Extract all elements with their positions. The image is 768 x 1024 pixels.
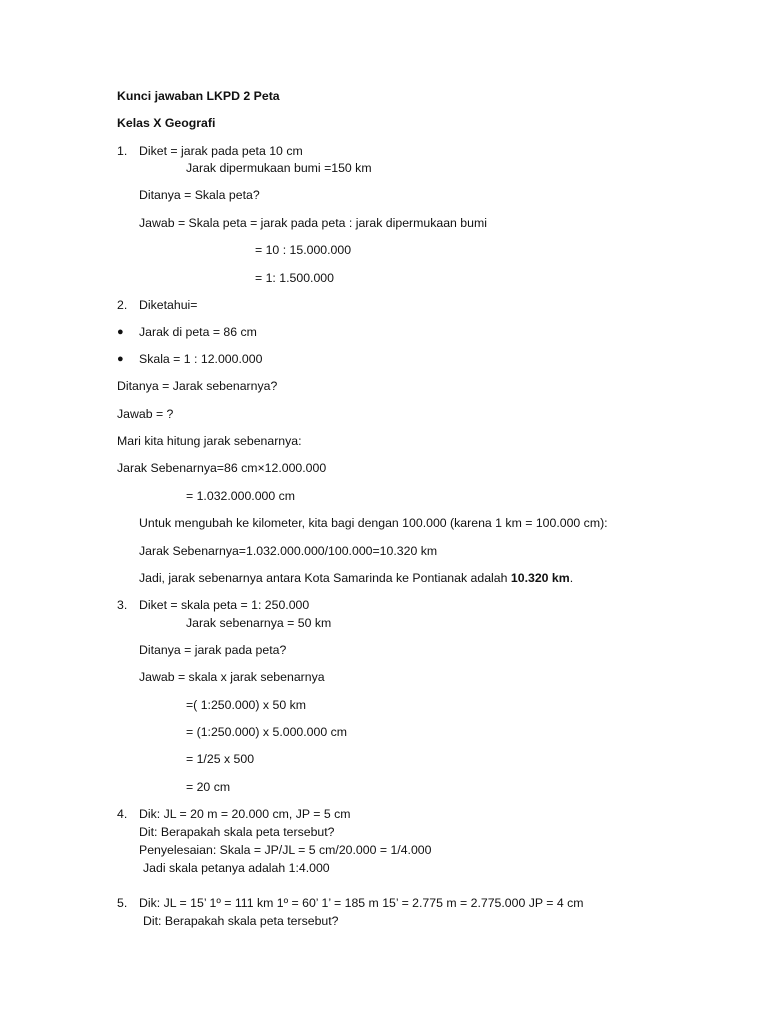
q3-step2: = (1:250.000) x 5.000.000 cm <box>186 725 347 739</box>
q5-number: 5. <box>117 896 128 910</box>
q2-calc2: = 1.032.000.000 cm <box>186 489 296 503</box>
q2-calc3: Jarak Sebenarnya=1.032.000.000/100.000=10.320 km <box>139 544 438 558</box>
document-title: Kunci jawaban LKPD 2 Peta <box>117 89 280 103</box>
q2-known: Diketahui= <box>139 298 198 312</box>
q3-given-line2: Jarak sebenarnya = 50 km <box>186 616 332 630</box>
q4-line4: Jadi skala petanya adalah 1:4.000 <box>143 861 330 875</box>
q2-bullet2: Skala = 1 : 12.000.000 <box>139 352 263 366</box>
q2-conclusion-text: Jadi, jarak sebenarnya antara Kota Samarinda ke Pontianak adalah <box>139 571 511 585</box>
q2-conclusion <box>139 570 573 586</box>
q2-conclusion-end: . <box>569 571 574 585</box>
q2-asked: Ditanya = Jarak sebenarnya? <box>117 379 278 393</box>
q1-step2: = 1: 1.500.000 <box>255 271 334 285</box>
q3-step3: = 1/25 x 500 <box>186 752 255 766</box>
q5-line2: Dit: Berapakah skala peta tersebut? <box>143 914 339 928</box>
q2-conclusion-value: 10.320 km <box>510 571 570 585</box>
q4-number: 4. <box>117 807 128 821</box>
q2-number: 2. <box>117 298 128 312</box>
q1-number: 1. <box>117 144 128 158</box>
q4-line2: Dit: Berapakah skala peta tersebut? <box>139 825 335 839</box>
document-subtitle: Kelas X Geografi <box>117 116 216 130</box>
q3-step4: = 20 cm <box>186 780 231 794</box>
q4-line1: Dik: JL = 20 m = 20.000 cm, JP = 5 cm <box>139 807 351 821</box>
bullet-icon: ● <box>117 326 124 338</box>
q3-answer: Jawab = skala x jarak sebenarnya <box>139 670 325 684</box>
q4-line3: Penyelesaian: Skala = JP/JL = 5 cm/20.000 = 1/4.000 <box>139 843 432 857</box>
q3-number: 3. <box>117 598 128 612</box>
q1-step1: = 10 : 15.000.000 <box>255 243 352 257</box>
q3-step1: =( 1:250.000) x 50 km <box>186 698 306 712</box>
q1-given-line2: Jarak dipermukaan bumi =150 km <box>186 161 372 175</box>
q2-calc1: Jarak Sebenarnya=86 cm×12.000.000 <box>117 461 327 475</box>
q1-given-line1: Diket = jarak pada peta 10 cm <box>139 144 303 158</box>
q3-asked: Ditanya = jarak pada peta? <box>139 643 287 657</box>
bullet-icon: ● <box>117 353 124 365</box>
q2-answer: Jawab = ? <box>117 407 174 421</box>
q3-given-line1: Diket = skala peta = 1: 250.000 <box>139 598 310 612</box>
q2-calc-intro: Mari kita hitung jarak sebenarnya: <box>117 434 302 448</box>
q2-bullet1: Jarak di peta = 86 cm <box>139 325 257 339</box>
q1-asked: Ditanya = Skala peta? <box>139 188 260 202</box>
q5-line1: Dik: JL = 15’ 1º = 111 km 1º = 60’ 1’ = 185 m 15’ = 2.775 m = 2.775.000 JP = 4 cm <box>139 896 584 910</box>
q1-answer: Jawab = Skala peta = jarak pada peta : jarak dipermukaan bumi <box>139 216 487 230</box>
q2-convert: Untuk mengubah ke kilometer, kita bagi dengan 100.000 (karena 1 km = 100.000 cm): <box>139 516 608 530</box>
